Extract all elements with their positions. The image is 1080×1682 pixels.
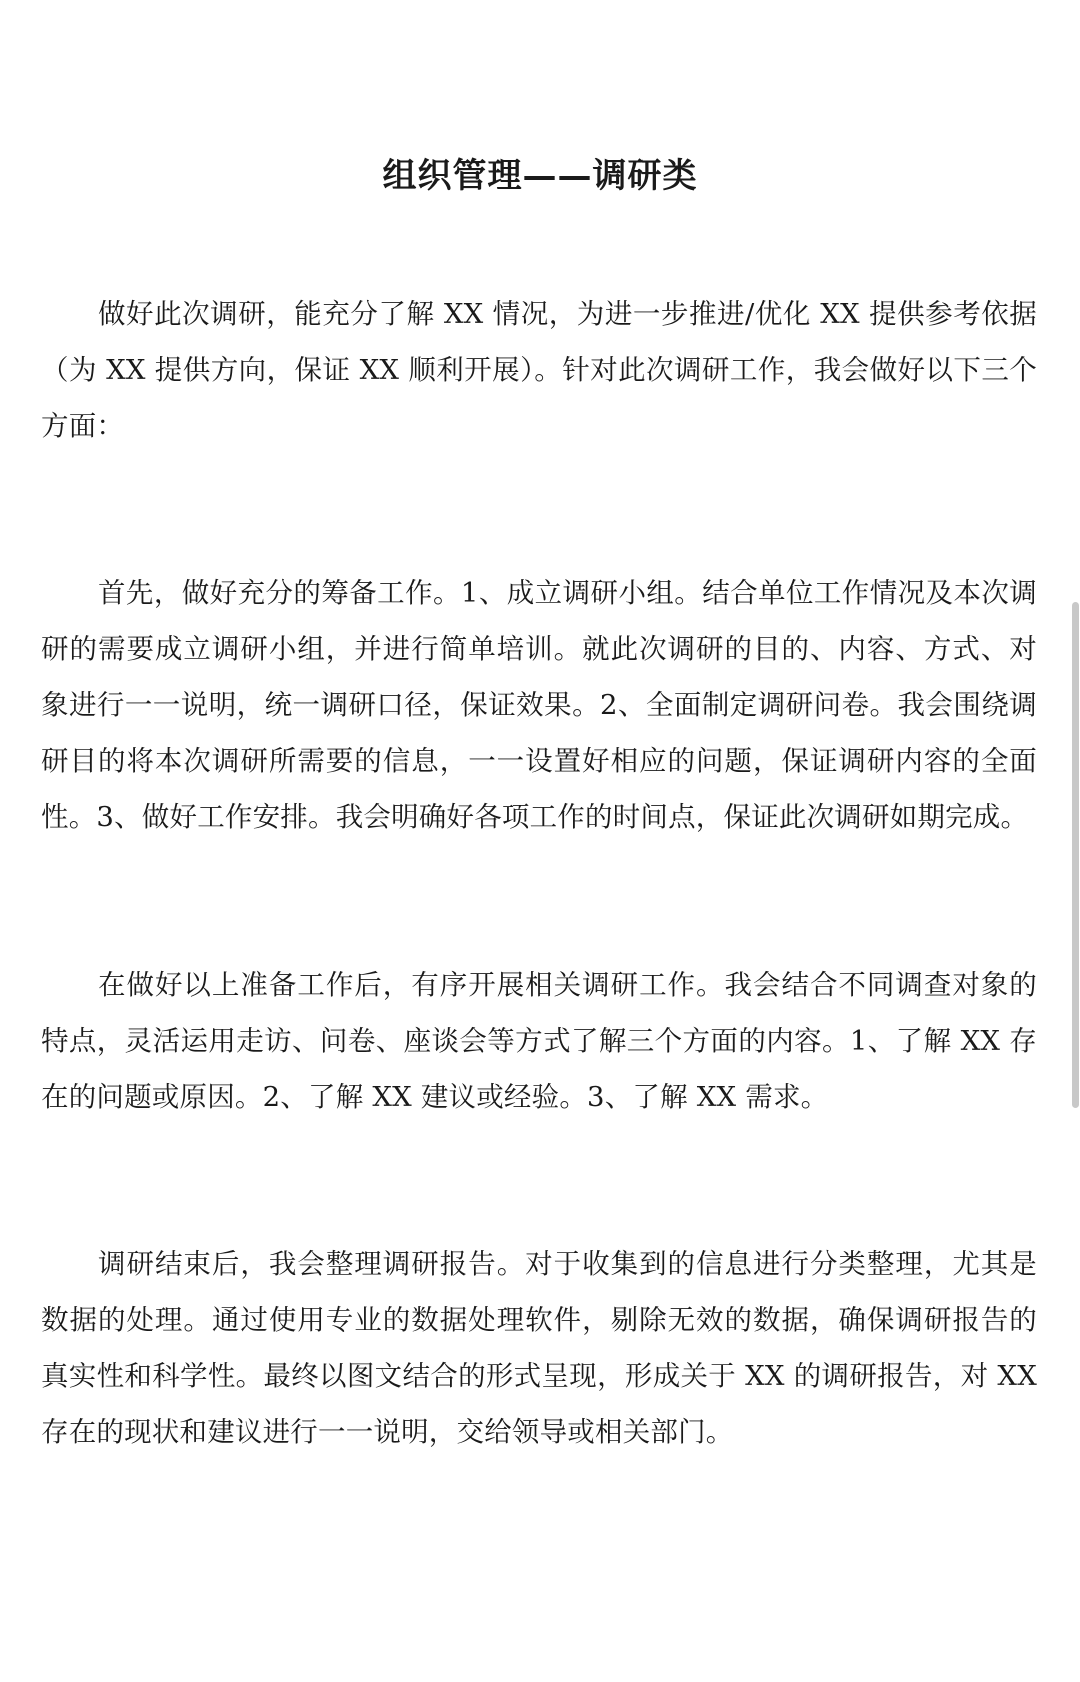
scrollbar-thumb[interactable] [1072,602,1079,1108]
paragraph-preparation: 首先，做好充分的筹备工作。1、成立调研小组。结合单位工作情况及本次调研的需要成立调研小组，并进行简单培训。就此次调研的目的、内容、方式、对象进行一一说明，统一调研口径，保证效果。2、全面制定调研问卷。我会围绕调研目的将本次调研所需要的信息，一一设置好相应的问题，保证调研内容的全面性。3、做好工作安排。我会明确好各项工作的时间点，保证此次调研如期完成。 [41,577,1037,833]
paragraph-conduct-research: 在做好以上准备工作后，有序开展相关调研工作。我会结合不同调查对象的特点，灵活运用走访、问卷、座谈会等方式了解三个方面的内容。1、了解 XX 存在的问题或原因。2、了解 XX 建议或经验。3、了解 XX 需求。 [41,969,1037,1113]
paragraph-intro: 做好此次调研，能充分了解 XX 情况，为进一步推进/优化 XX 提供参考依据（为 XX 提供方向，保证 XX 顺利开展）。针对此次调研工作，我会做好以下三个方面： [41,298,1037,442]
document-body [41,286,1037,1460]
paragraph-report: 调研结束后，我会整理调研报告。对于收集到的信息进行分类整理，尤其是数据的处理。通过使用专业的数据处理软件，剔除无效的数据，确保调研报告的真实性和科学性。最终以图文结合的形式呈现，形成关于 XX 的调研报告，对 XX 存在的现状和建议进行一一说明，交给领导或相关部门。 [41,1248,1037,1448]
vertical-scrollbar[interactable] [1072,0,1080,1682]
document-title: 组织管理——调研类 [382,156,698,196]
